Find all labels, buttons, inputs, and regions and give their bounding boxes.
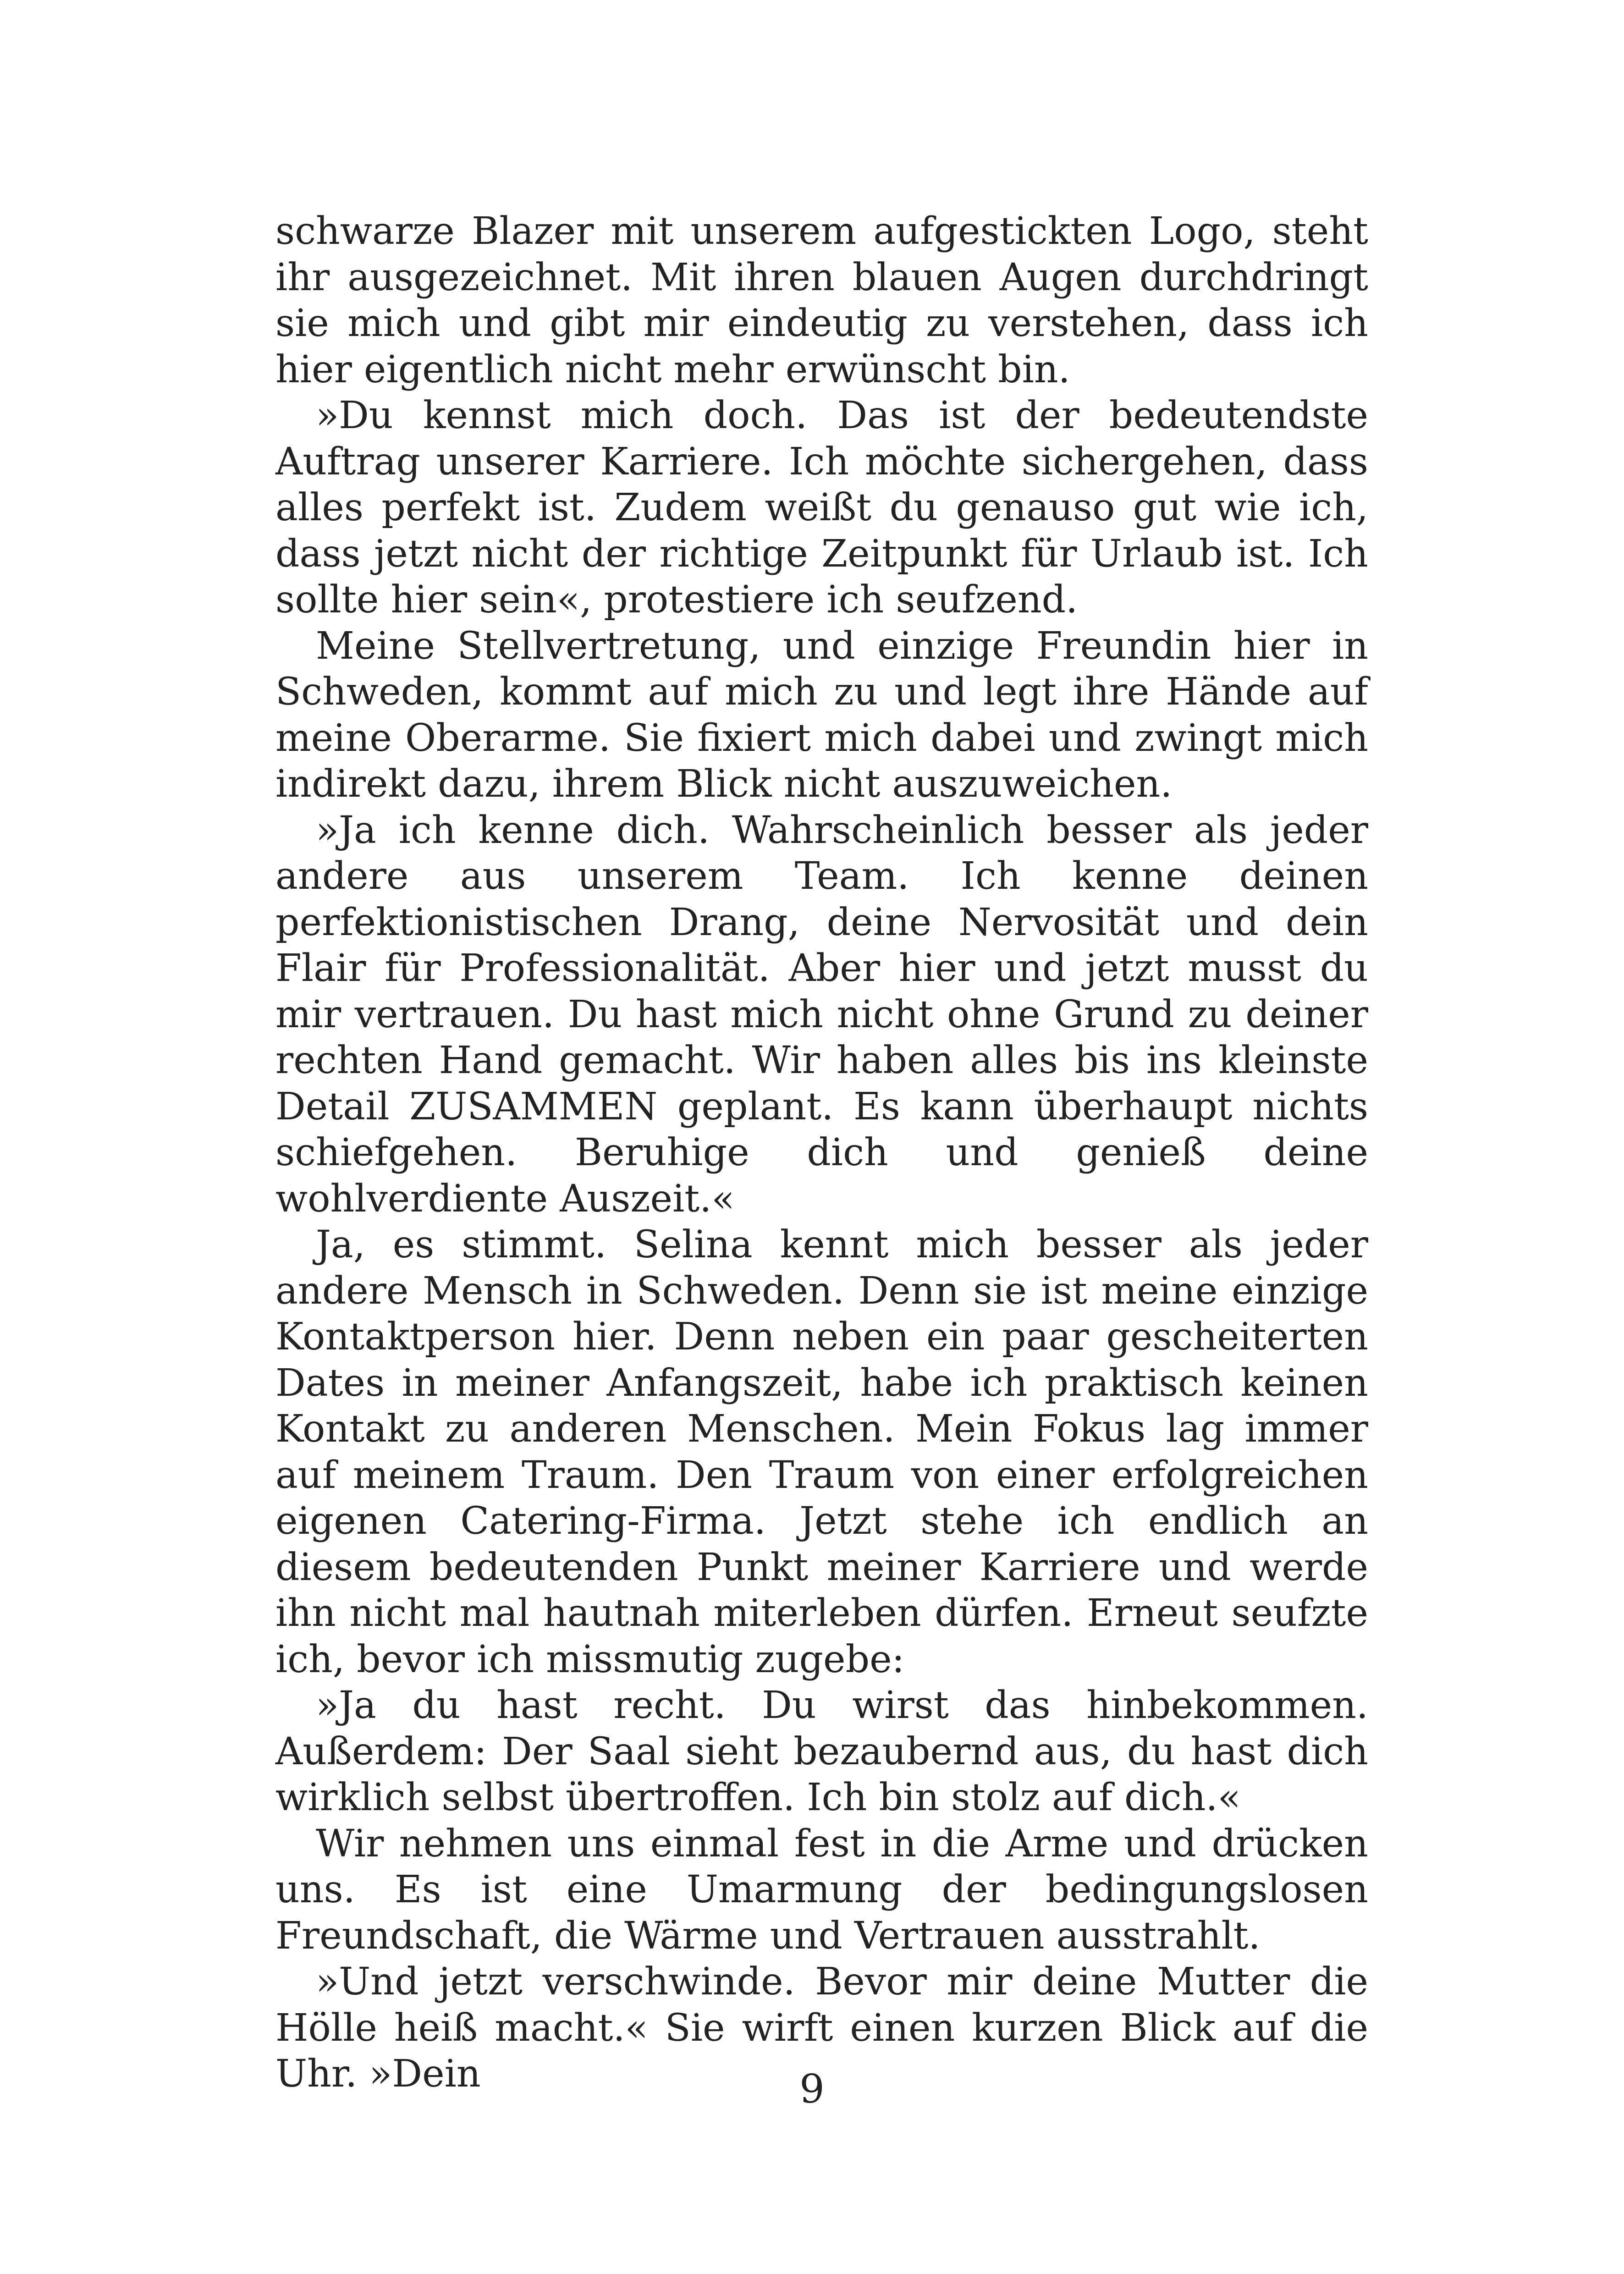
paragraph-7: Wir nehmen uns einmal fest in die Arme und drücken uns. Es ist eine Umarmung der bedingungslosen Freundschaft, die Wärme und Vertrauen ausstrahlt. <box>275 1822 1368 1958</box>
paragraph-3: Meine Stellvertretung, und einzige Freundin hier in Schweden, kommt auf mich zu und legt ihre Hände auf meine Oberarme. Sie fixiert mich dabei und zwingt mich indirekt dazu, ihrem Blick nicht auszuweichen. <box>275 624 1368 806</box>
paragraph-4: »Ja ich kenne dich. Wahrscheinlich besser als jeder andere aus unserem Team. Ich kenne deinen perfektionistischen Drang, deine Nervosität und dein Flair für Professionalität. Aber hier und jetzt musst du mir vertrauen. Du hast mich nicht ohne Grund zu deiner rechten Hand gemacht. Wir haben alles bis ins kleinste Detail ZUSAMMEN geplant. Es kann überhaupt nichts schiefgehen. Beruhige dich und genieß deine wohlverdiente Auszeit.« <box>275 808 1368 1221</box>
paragraph-8: »Und jetzt verschwinde. Bevor mir deine Mutter die Hölle heiß macht.« Sie wirft einen kurzen Blick auf die Uhr. »Dein <box>275 1960 1368 2096</box>
body-text <box>275 209 1368 2098</box>
paragraph-6: »Ja du hast recht. Du wirst das hinbekommen. Außerdem: Der Saal sieht bezaubernd aus, du hast dich wirklich selbst übertroffen. Ich bin stolz auf dich.« <box>275 1684 1368 1819</box>
page-number: 9 <box>799 2066 825 2112</box>
paragraph-1: schwarze Blazer mit unserem aufgestickten Logo, steht ihr ausgezeichnet. Mit ihren blauen Augen durchdringt sie mich und gibt mir eindeutig zu verstehen, dass ich hier eigentlich nicht mehr erwünscht bin. <box>275 209 1368 391</box>
paragraph-2: »Du kennst mich doch. Das ist der bedeutendste Auftrag unserer Karriere. Ich möchte sichergehen, dass alles perfekt ist. Zudem weißt du genauso gut wie ich, dass jetzt nicht der richtige Zeitpunkt für Urlaub ist. Ich sollte hier sein«, protestiere ich seufzend. <box>275 394 1368 622</box>
paragraph-5: Ja, es stimmt. Selina kennt mich besser als jeder andere Mensch in Schweden. Denn sie ist meine einzige Kontaktperson hier. Denn neben ein paar gescheiterten Dates in meiner Anfangszeit, habe ich praktisch keinen Kontakt zu anderen Menschen. Mein Fokus lag immer auf meinem Traum. Den Traum von einer erfolgreichen eigenen Catering-Firma. Jetzt stehe ich endlich an diesem bedeutenden Punkt meiner Karriere und werde ihn nicht mal hautnah miterleben dürfen. Erneut seufzte ich, bevor ich missmutig zugebe: <box>275 1223 1368 1681</box>
